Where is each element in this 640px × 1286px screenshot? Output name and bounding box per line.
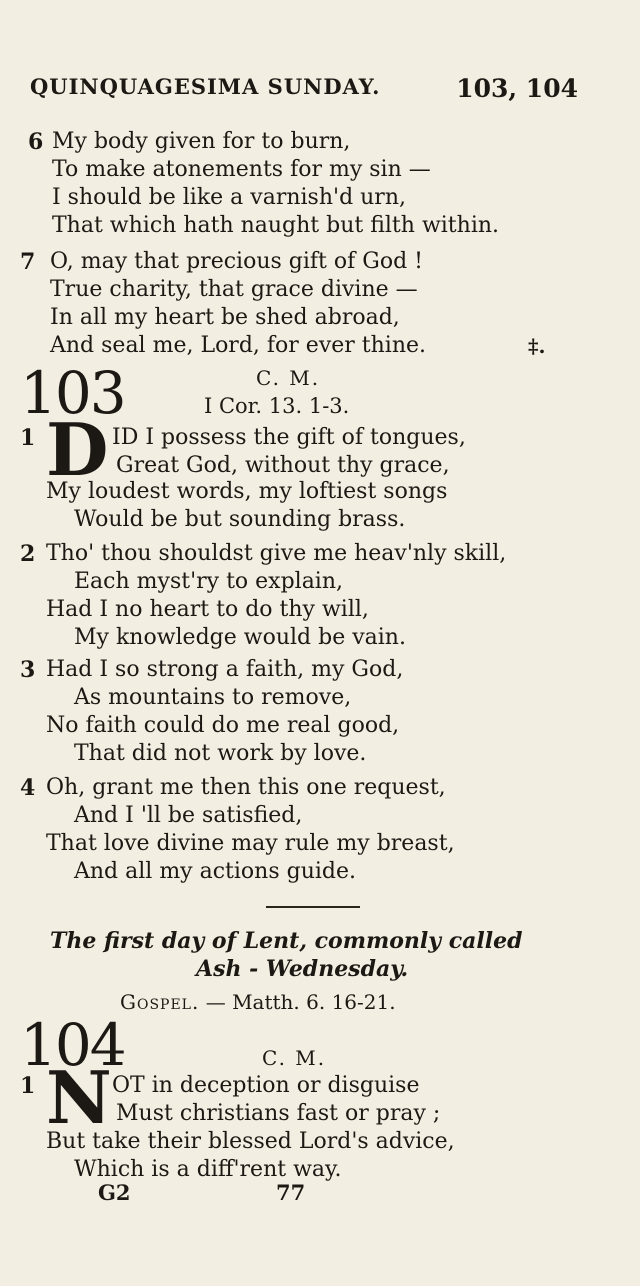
verse-line: True charity, that grace divine — [50, 277, 418, 302]
end-mark: ‡. [528, 334, 546, 358]
drop-cap: D [46, 407, 109, 492]
verse-line: To make atonements for my sin — [52, 157, 431, 182]
drop-cap: N [46, 1055, 112, 1140]
verse-line: Would be but sounding brass. [74, 507, 406, 532]
hymn-meter: C. M. [262, 1046, 327, 1070]
section-divider [266, 906, 360, 908]
verse-line: And all my actions guide. [74, 859, 356, 884]
verse-number: 3 [20, 657, 36, 683]
verse-number: 2 [20, 541, 36, 567]
verse-line: No faith could do me real good, [46, 713, 400, 738]
occasion-title: Ash - Wednesday. [196, 956, 409, 982]
page-numbers: 103, 104 [456, 74, 578, 103]
verse-line: Which is a diff'rent way. [74, 1157, 342, 1182]
verse-line: That love divine may rule my breast, [46, 831, 455, 856]
verse-line: Must christians fast or pray ; [116, 1101, 441, 1126]
verse-line: My body given for to burn, [52, 129, 351, 154]
verse-number: 1 [20, 1073, 36, 1099]
verse-line: O, may that precious gift of God ! [50, 249, 423, 274]
gospel-dash: — [205, 990, 226, 1014]
occasion-title: The first day of Lent, commonly called [50, 928, 523, 954]
verse-line: Had I so strong a faith, my God, [46, 657, 404, 682]
running-title: QUINQUAGESIMA SUNDAY. [30, 74, 381, 99]
verse-line: But take their blessed Lord's advice, [46, 1129, 455, 1154]
verse-number: 7 [20, 249, 36, 275]
verse-number: 6 [28, 129, 44, 155]
gospel-reference [120, 990, 396, 1014]
verse-line: ID I possess the gift of tongues, [112, 425, 466, 450]
verse-line: As mountains to remove, [74, 685, 352, 710]
verse-line: Each myst'ry to explain, [74, 569, 344, 594]
verse-line: I should be like a varnish'd urn, [52, 185, 406, 210]
gospel-citation: Matth. 6. 16-21. [232, 990, 396, 1014]
scripture-reference: I Cor. 13. 1-3. [204, 394, 350, 418]
verse-line: That which hath naught but filth within. [52, 213, 500, 238]
verse-line: And seal me, Lord, for ever thine. [50, 333, 426, 358]
verse-line: That did not work by love. [74, 741, 367, 766]
page-header [30, 74, 578, 108]
verse-line: In all my heart be shed abroad, [50, 305, 400, 330]
hymn-number: 103 [20, 359, 125, 427]
hymn-meter: C. M. [256, 366, 321, 390]
gospel-label: Gospel. [120, 990, 200, 1014]
verse-line: Great God, without thy grace, [116, 453, 450, 478]
verse-line: My knowledge would be vain. [74, 625, 406, 650]
verse-line: OT in deception or disguise [112, 1073, 420, 1098]
verse-line: And I 'll be satisfied, [74, 803, 303, 828]
hymn-number: 104 [20, 1011, 125, 1079]
signature-mark: G2 [98, 1180, 131, 1205]
verse-number: 4 [20, 775, 36, 801]
verse-number: 1 [20, 425, 36, 451]
verse-line: Tho' thou shouldst give me heav'nly skill, [46, 541, 507, 566]
verse-line: My loudest words, my loftiest songs [46, 479, 448, 504]
page-folio: 77 [276, 1180, 306, 1205]
verse-line: Had I no heart to do thy will, [46, 597, 369, 622]
verse-line: Oh, grant me then this one request, [46, 775, 446, 800]
